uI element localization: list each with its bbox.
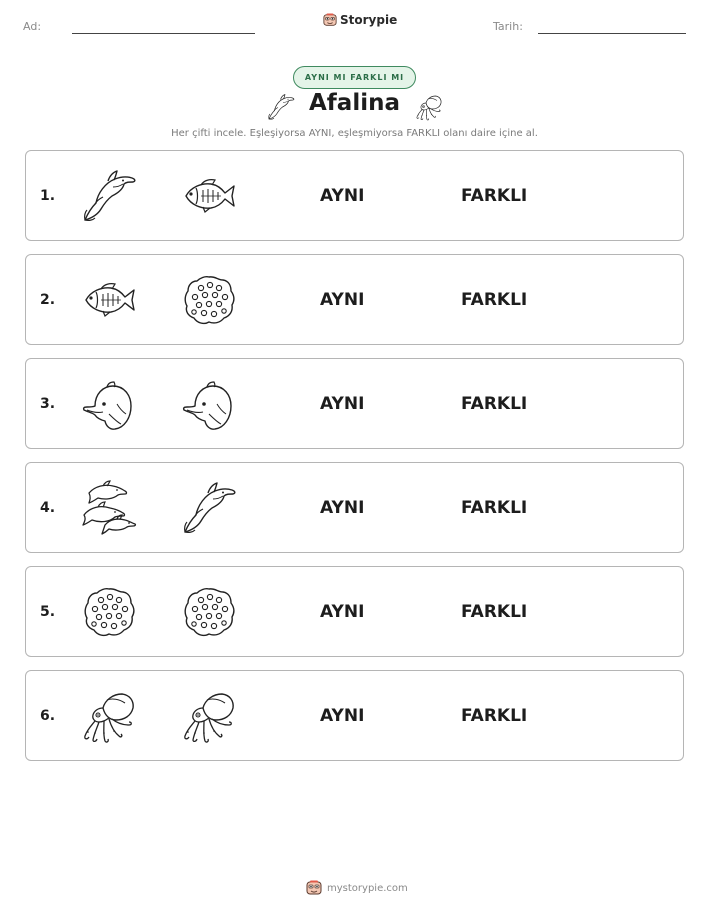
brand-name: Storypie (340, 13, 398, 27)
question-number: 3. (40, 395, 56, 412)
footer-site[interactable]: mystorypie.com (327, 882, 408, 894)
storypie-logo-icon (323, 13, 337, 27)
dolphin-face-icon (79, 374, 139, 434)
question-number: 4. (40, 499, 56, 516)
cuttlefish-icon (414, 92, 444, 122)
question-row (25, 462, 684, 553)
instructions: Her çifti incele. Eşleşiyorsa AYNI, eşleşmiyorsa FARKLI olanı daire içine al. (171, 128, 538, 139)
footer (306, 880, 408, 896)
same-option[interactable]: AYNI (320, 185, 365, 206)
page-title: Afalina (309, 90, 400, 116)
date-label: Tarih: (493, 20, 523, 33)
question-number: 1. (40, 187, 56, 204)
different-option[interactable]: FARKLI (461, 705, 528, 726)
dolphin-icon (179, 478, 239, 538)
question-number: 5. (40, 603, 56, 620)
name-line[interactable] (72, 33, 255, 34)
fish-icon (79, 270, 139, 330)
same-option[interactable]: AYNI (320, 393, 365, 414)
different-option[interactable]: FARKLI (461, 601, 528, 622)
question-row (25, 150, 684, 241)
date-line[interactable] (538, 33, 686, 34)
name-label: Ad: (23, 20, 42, 33)
question-row (25, 358, 684, 449)
dolphin-face-icon (179, 374, 239, 434)
different-option[interactable]: FARKLI (461, 289, 528, 310)
different-option[interactable]: FARKLI (461, 393, 528, 414)
cuttlefish-icon (179, 686, 239, 746)
same-option[interactable]: AYNI (320, 497, 365, 518)
same-option[interactable]: AYNI (320, 705, 365, 726)
dolphin-family-icon (79, 478, 139, 538)
same-option[interactable]: AYNI (320, 289, 365, 310)
question-number: 6. (40, 707, 56, 724)
same-option[interactable]: AYNI (320, 601, 365, 622)
cuttlefish-icon (79, 686, 139, 746)
sponge-icon (79, 582, 139, 642)
different-option[interactable]: FARKLI (461, 497, 528, 518)
dolphin-icon (79, 166, 139, 226)
different-option[interactable]: FARKLI (461, 185, 528, 206)
question-row (25, 254, 684, 345)
activity-badge: AYNI MI FARKLI MI (293, 66, 416, 89)
question-number: 2. (40, 291, 56, 308)
sponge-icon (179, 582, 239, 642)
brand (323, 13, 397, 27)
sponge-icon (179, 270, 239, 330)
question-row (25, 566, 684, 657)
fish-icon (179, 166, 239, 226)
question-row (25, 670, 684, 761)
storypie-logo-icon (306, 880, 322, 896)
